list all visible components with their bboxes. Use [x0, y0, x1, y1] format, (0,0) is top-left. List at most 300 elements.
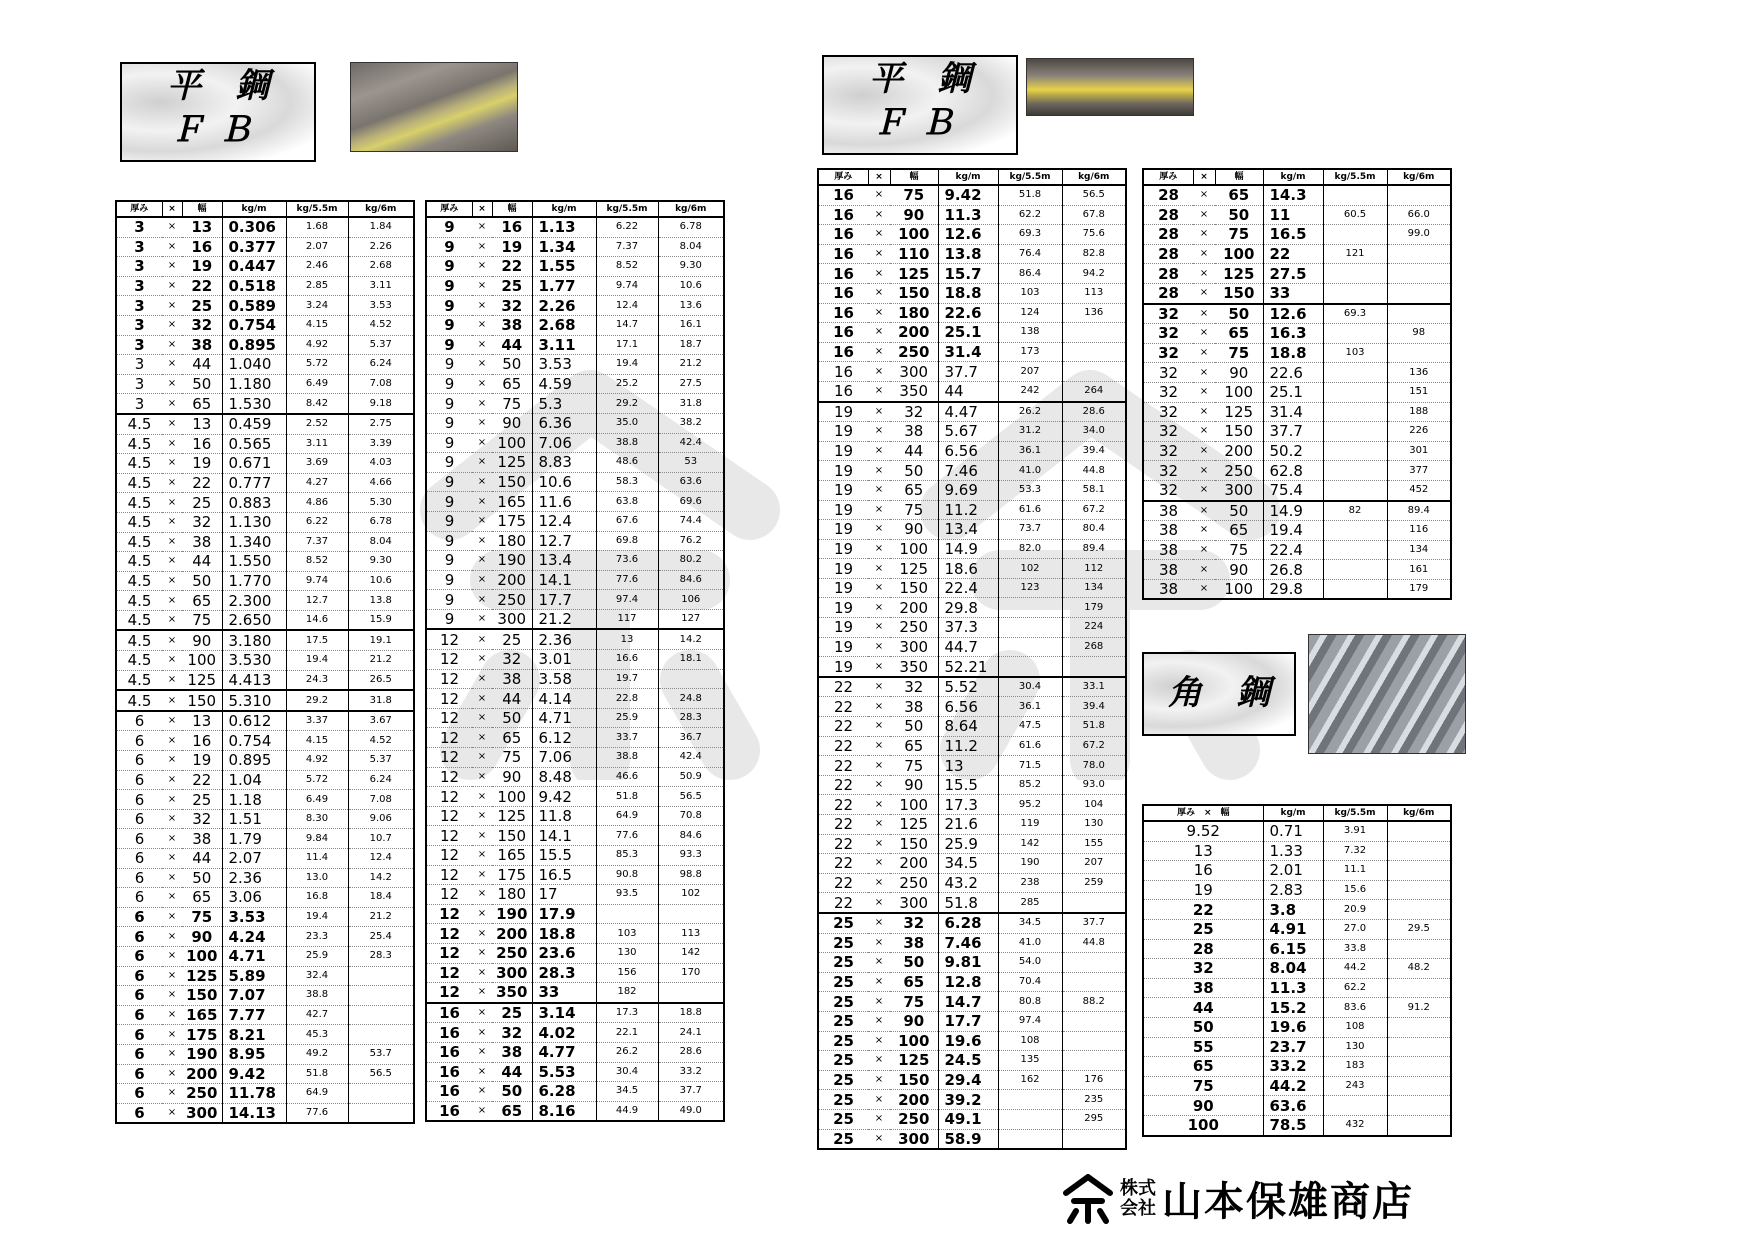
cell-kg-m: 1.34 [532, 237, 596, 257]
cell-times: × [162, 1103, 182, 1123]
table-row [116, 927, 414, 947]
cell-kg-m: 25.1 [1263, 382, 1323, 402]
table-row [426, 335, 724, 355]
cell-kg-5-5m [1323, 363, 1387, 383]
cell-kg-5-5m: 4.92 [286, 335, 348, 355]
cell-times: × [472, 983, 492, 1003]
cell-times: × [162, 1064, 182, 1084]
cell-thickness: 16 [818, 342, 868, 362]
cell-kg-m: 1.180 [222, 374, 286, 394]
table-row [1143, 978, 1451, 998]
cell-thickness: 9 [426, 609, 472, 629]
cell-kg-5-5m: 80.8 [998, 992, 1062, 1012]
cell-times: × [868, 185, 890, 205]
table-flat-bar-4 [1142, 168, 1452, 600]
cell-thickness: 16 [818, 205, 868, 225]
cell-kg-6m: 6.78 [348, 512, 414, 532]
cell-kg-6m: 56.5 [348, 1064, 414, 1084]
cell-thickness: 9 [426, 217, 472, 237]
cell-kg-5-5m: 97.4 [596, 590, 658, 610]
cell-times: × [472, 924, 492, 944]
cell-kg-5-5m: 27.0 [1323, 919, 1387, 939]
table-row [426, 826, 724, 846]
cell-size: 25 [1143, 919, 1263, 939]
cell-kg-5-5m: 13 [596, 629, 658, 649]
cell-kg-5-5m: 25.9 [596, 708, 658, 728]
cell-kg-m: 15.2 [1263, 998, 1323, 1018]
cell-kg-5-5m [998, 657, 1062, 677]
cell-times: × [472, 1101, 492, 1121]
cell-kg-6m: 5.37 [348, 335, 414, 355]
cell-kg-6m: 21.2 [658, 355, 724, 375]
table-row [1143, 1017, 1451, 1037]
cell-kg-m: 44.7 [938, 637, 998, 657]
table-row [818, 303, 1126, 323]
cell-thickness: 6 [116, 809, 162, 829]
header-x: × [1203, 807, 1212, 818]
cell-width: 150 [890, 578, 938, 598]
table-row [116, 966, 414, 986]
cell-width: 65 [890, 736, 938, 756]
cell-kg-6m [348, 1005, 414, 1025]
cell-kg-5-5m: 130 [596, 943, 658, 963]
cell-thickness: 6 [116, 946, 162, 966]
cell-size: 65 [1143, 1057, 1263, 1077]
cell-thickness: 9 [426, 433, 472, 453]
cell-times: × [868, 480, 890, 500]
cell-kg-6m: 28.6 [658, 1042, 724, 1062]
cell-kg-6m: 67.2 [1062, 500, 1126, 520]
cell-kg-6m: 295 [1062, 1109, 1126, 1129]
cell-kg-5-5m: 13.0 [286, 868, 348, 888]
cell-thickness: 22 [818, 736, 868, 756]
cell-kg-5-5m: 70.4 [998, 972, 1062, 992]
table-row [426, 531, 724, 551]
cell-width: 19 [492, 237, 532, 257]
cell-times: × [472, 629, 492, 649]
cell-kg-6m: 161 [1387, 560, 1451, 580]
cell-thickness: 4.5 [116, 512, 162, 532]
cell-kg-m: 16.3 [1263, 324, 1323, 344]
table-row [818, 578, 1126, 598]
table-row [426, 315, 724, 335]
table-row [426, 983, 724, 1003]
cell-times: × [1193, 244, 1215, 264]
cell-kg-6m [1387, 343, 1451, 363]
cell-width: 125 [182, 966, 222, 986]
cell-kg-6m: 4.52 [348, 315, 414, 335]
cell-kg-5-5m: 16.6 [596, 650, 658, 670]
cell-times: × [472, 315, 492, 335]
cell-kg-6m: 8.04 [348, 532, 414, 552]
table-row [1143, 1037, 1451, 1057]
cell-width: 65 [1215, 185, 1263, 205]
cell-times: × [868, 873, 890, 893]
cell-kg-5-5m: 9.84 [286, 829, 348, 849]
cell-times: × [868, 697, 890, 717]
cell-thickness: 25 [818, 1011, 868, 1031]
cell-kg-m: 34.5 [938, 854, 998, 874]
cell-width: 190 [492, 904, 532, 924]
cell-width: 100 [1215, 579, 1263, 599]
cell-kg-m: 3.11 [532, 335, 596, 355]
cell-width: 75 [492, 748, 532, 768]
cell-size: 44 [1143, 998, 1263, 1018]
cell-kg-m: 16.5 [1263, 225, 1323, 245]
cell-kg-m: 3.180 [222, 630, 286, 650]
cell-kg-5-5m: 77.6 [286, 1103, 348, 1123]
cell-times: × [162, 217, 182, 237]
cell-kg-6m [1387, 1057, 1451, 1077]
cell-times: × [1193, 324, 1215, 344]
cell-kg-5-5m: 138 [998, 323, 1062, 343]
cell-thickness: 22 [818, 834, 868, 854]
table-row [1143, 501, 1451, 521]
cell-width: 300 [182, 1103, 222, 1123]
table-row [426, 1101, 724, 1121]
cell-times: × [1193, 441, 1215, 461]
cell-width: 200 [492, 924, 532, 944]
cell-kg-m: 17.7 [532, 590, 596, 610]
cell-width: 32 [890, 913, 938, 933]
table-row [116, 711, 414, 731]
cell-width: 300 [1215, 480, 1263, 500]
cell-thickness: 38 [1143, 579, 1193, 599]
cell-width: 125 [182, 670, 222, 690]
cell-thickness: 6 [116, 1103, 162, 1123]
cell-times: × [472, 865, 492, 885]
cell-width: 32 [492, 650, 532, 670]
cell-kg-m: 2.01 [1263, 861, 1323, 881]
cell-kg-m: 12.6 [1263, 304, 1323, 324]
header-x: × [162, 201, 182, 217]
cell-times: × [868, 559, 890, 579]
cell-times: × [472, 1082, 492, 1102]
cell-kg-5-5m: 11.4 [286, 849, 348, 869]
cell-thickness: 4.5 [116, 552, 162, 572]
table-row [426, 669, 724, 689]
cell-kg-5-5m: 30.4 [596, 1062, 658, 1082]
table-row [818, 1011, 1126, 1031]
cell-thickness: 3 [116, 374, 162, 394]
cell-width: 38 [492, 315, 532, 335]
cell-thickness: 3 [116, 217, 162, 237]
cell-width: 65 [890, 480, 938, 500]
cell-times: × [868, 657, 890, 677]
cell-width: 75 [1215, 225, 1263, 245]
cell-thickness: 4.5 [116, 651, 162, 671]
cell-thickness: 3 [116, 237, 162, 257]
cell-times: × [868, 893, 890, 913]
cell-kg-5-5m: 6.49 [286, 374, 348, 394]
cell-width: 150 [1215, 283, 1263, 303]
cell-kg-6m: 179 [1062, 598, 1126, 618]
cell-thickness: 6 [116, 731, 162, 751]
cell-kg-5-5m: 4.15 [286, 731, 348, 751]
table-row [818, 1070, 1126, 1090]
cell-kg-m: 31.4 [1263, 402, 1323, 422]
cell-kg-m: 17.7 [938, 1011, 998, 1031]
cell-kg-m: 6.36 [532, 413, 596, 433]
cell-width: 250 [890, 873, 938, 893]
cell-width: 25 [492, 1003, 532, 1023]
header-x: × [868, 169, 890, 185]
cell-thickness: 16 [818, 283, 868, 303]
cell-thickness: 4.5 [116, 630, 162, 650]
cell-times: × [162, 907, 182, 927]
cell-thickness: 25 [818, 1031, 868, 1051]
cell-kg-6m: 44.8 [1062, 933, 1126, 953]
cell-kg-5-5m: 121 [1323, 244, 1387, 264]
table-row [426, 806, 724, 826]
cell-kg-m: 1.33 [1263, 841, 1323, 861]
cell-width: 300 [890, 637, 938, 657]
cell-times: × [472, 217, 492, 237]
cell-thickness: 19 [818, 637, 868, 657]
cell-width: 65 [182, 394, 222, 414]
cell-thickness: 3 [116, 394, 162, 414]
cell-kg-6m: 12.4 [348, 849, 414, 869]
table-row [1143, 422, 1451, 442]
cell-kg-5-5m: 73.7 [998, 520, 1062, 540]
table-row [116, 257, 414, 277]
cell-thickness: 3 [116, 276, 162, 296]
cell-kg-6m [1387, 185, 1451, 205]
cell-kg-m: 39.2 [938, 1090, 998, 1110]
cell-kg-5-5m: 12.4 [596, 296, 658, 316]
cell-kg-m: 13.4 [532, 551, 596, 571]
cell-kg-m: 13.8 [938, 244, 998, 264]
cell-width: 100 [890, 1031, 938, 1051]
cell-thickness: 6 [116, 927, 162, 947]
cell-times: × [868, 225, 890, 245]
cell-kg-m: 2.68 [532, 315, 596, 335]
cell-kg-6m: 14.2 [348, 868, 414, 888]
cell-kg-6m: 63.6 [658, 472, 724, 492]
cell-kg-m: 3.06 [222, 888, 286, 908]
cell-kg-5-5m: 44.2 [1323, 959, 1387, 979]
cell-kg-5-5m [1323, 461, 1387, 481]
cell-width: 100 [182, 651, 222, 671]
cell-times: × [868, 422, 890, 442]
cell-thickness: 9 [426, 374, 472, 394]
cell-thickness: 12 [426, 983, 472, 1003]
table-row [116, 571, 414, 591]
cell-kg-5-5m: 9.74 [596, 276, 658, 296]
cell-kg-5-5m: 7.37 [286, 532, 348, 552]
cell-thickness: 4.5 [116, 591, 162, 611]
cell-width: 50 [890, 953, 938, 973]
cell-kg-5-5m: 85.2 [998, 775, 1062, 795]
cell-kg-5-5m: 29.2 [286, 690, 348, 711]
table-row [426, 904, 724, 924]
cell-kg-5-5m: 3.37 [286, 711, 348, 731]
cell-width: 90 [492, 413, 532, 433]
cell-kg-m: 0.754 [222, 731, 286, 751]
cell-times: × [868, 756, 890, 776]
header-kg-m: kg/m [1263, 169, 1323, 185]
cell-kg-5-5m: 47.5 [998, 717, 1062, 737]
cell-kg-m: 0.518 [222, 276, 286, 296]
cell-thickness: 22 [818, 717, 868, 737]
company-mark-icon [1062, 1173, 1114, 1225]
cell-kg-6m [348, 986, 414, 1006]
cell-kg-6m: 226 [1387, 422, 1451, 442]
cell-kg-m: 52.21 [938, 657, 998, 677]
cell-thickness: 25 [818, 913, 868, 933]
title-kaku: 角 鋼 [1168, 673, 1270, 713]
table-row [818, 264, 1126, 284]
cell-width: 150 [492, 472, 532, 492]
cell-kg-6m: 18.1 [658, 650, 724, 670]
table-row [818, 402, 1126, 422]
title-line2: ＦＢ [872, 103, 968, 143]
cell-width: 100 [492, 433, 532, 453]
cell-thickness: 16 [426, 1042, 472, 1062]
cell-times: × [868, 854, 890, 874]
cell-width: 44 [492, 335, 532, 355]
table-row [116, 888, 414, 908]
table-row [1143, 1076, 1451, 1096]
cell-times: × [162, 591, 182, 611]
cell-width: 150 [890, 1070, 938, 1090]
cell-thickness: 32 [1143, 363, 1193, 383]
cell-kg-5-5m: 285 [998, 893, 1062, 913]
table-row [116, 552, 414, 572]
cell-thickness: 22 [818, 697, 868, 717]
cell-thickness: 32 [1143, 480, 1193, 500]
cell-width: 22 [182, 473, 222, 493]
cell-kg-5-5m: 93.5 [596, 885, 658, 905]
cell-kg-m: 4.47 [938, 402, 998, 422]
header-thickness: 厚み [426, 201, 472, 217]
cell-kg-5-5m: 124 [998, 303, 1062, 323]
cell-kg-5-5m [1323, 382, 1387, 402]
cell-kg-5-5m: 20.9 [1323, 900, 1387, 920]
cell-kg-5-5m [998, 598, 1062, 618]
cell-kg-6m: 84.6 [658, 570, 724, 590]
cell-kg-5-5m: 64.9 [286, 1084, 348, 1104]
cell-kg-5-5m: 51.8 [596, 787, 658, 807]
cell-width: 13 [182, 217, 222, 237]
cell-width: 175 [182, 1025, 222, 1045]
cell-times: × [472, 570, 492, 590]
table-row [1143, 382, 1451, 402]
cell-kg-5-5m: 95.2 [998, 795, 1062, 815]
cell-kg-m: 27.5 [1263, 264, 1323, 284]
cell-kg-6m: 2.75 [348, 414, 414, 434]
table-row [1143, 244, 1451, 264]
cell-kg-5-5m [1323, 560, 1387, 580]
cell-kg-m: 4.59 [532, 374, 596, 394]
cell-kg-6m: 170 [658, 963, 724, 983]
cell-thickness: 12 [426, 787, 472, 807]
cell-kg-6m: 34.0 [1062, 422, 1126, 442]
cell-kg-6m: 179 [1387, 579, 1451, 599]
cell-kg-5-5m: 60.5 [1323, 205, 1387, 225]
cell-thickness: 12 [426, 629, 472, 649]
cell-times: × [162, 1005, 182, 1025]
cell-kg-6m: 2.26 [348, 237, 414, 257]
table-row [1143, 225, 1451, 245]
cell-kg-m: 6.15 [1263, 939, 1323, 959]
cell-kg-6m [1062, 362, 1126, 382]
cell-kg-5-5m: 76.4 [998, 244, 1062, 264]
table-row [426, 276, 724, 296]
table-row [426, 748, 724, 768]
cell-kg-5-5m: 53.3 [998, 480, 1062, 500]
header-x: × [1193, 169, 1215, 185]
cell-kg-5-5m [1323, 422, 1387, 442]
cell-kg-6m [658, 904, 724, 924]
cell-kg-m: 2.650 [222, 610, 286, 630]
cell-kg-5-5m: 130 [1323, 1037, 1387, 1057]
cell-thickness: 19 [818, 520, 868, 540]
table-row [426, 1003, 724, 1023]
cell-times: × [868, 283, 890, 303]
cell-kg-6m: 2.68 [348, 257, 414, 277]
table-header [426, 201, 724, 217]
cell-width: 75 [890, 756, 938, 776]
cell-width: 100 [890, 225, 938, 245]
cell-thickness: 9 [426, 355, 472, 375]
cell-width: 25 [492, 629, 532, 649]
table-row [818, 756, 1126, 776]
cell-kg-m: 0.895 [222, 335, 286, 355]
cell-times: × [868, 953, 890, 973]
cell-width: 90 [890, 205, 938, 225]
cell-kg-6m: 48.2 [1387, 959, 1451, 979]
cell-kg-m: 6.28 [532, 1082, 596, 1102]
cell-kg-m: 0.71 [1263, 821, 1323, 841]
cell-thickness: 9 [426, 296, 472, 316]
cell-thickness: 4.5 [116, 454, 162, 474]
cell-times: × [162, 946, 182, 966]
cell-kg-m: 0.447 [222, 257, 286, 277]
cell-kg-6m: 21.2 [348, 651, 414, 671]
cell-kg-m: 19.6 [938, 1031, 998, 1051]
table-row [818, 873, 1126, 893]
cell-thickness: 6 [116, 868, 162, 888]
cell-kg-6m: 142 [658, 943, 724, 963]
cell-kg-6m: 301 [1387, 441, 1451, 461]
cell-times: × [1193, 343, 1215, 363]
table-row [116, 1064, 414, 1084]
cell-width: 200 [182, 1064, 222, 1084]
table-row [1143, 1115, 1451, 1135]
cell-kg-5-5m: 63.8 [596, 492, 658, 512]
header-kg-5-5m: kg/5.5m [1323, 805, 1387, 821]
cell-times: × [162, 868, 182, 888]
cell-kg-6m: 26.5 [348, 670, 414, 690]
cell-kg-5-5m: 83.6 [1323, 998, 1387, 1018]
cell-kg-m: 1.550 [222, 552, 286, 572]
cell-kg-6m [348, 1025, 414, 1045]
cell-kg-m: 44 [938, 381, 998, 401]
cell-kg-6m: 29.5 [1387, 919, 1451, 939]
cell-kg-5-5m: 29.2 [596, 394, 658, 414]
cell-thickness: 25 [818, 1109, 868, 1129]
table-row [1143, 205, 1451, 225]
table-row [116, 374, 414, 394]
header-kg-m: kg/m [938, 169, 998, 185]
cell-kg-m: 1.55 [532, 257, 596, 277]
cell-kg-5-5m: 108 [998, 1031, 1062, 1051]
cell-kg-m: 78.5 [1263, 1115, 1323, 1135]
cell-kg-6m: 5.37 [348, 751, 414, 771]
photo-flat-bar-right [1026, 58, 1194, 116]
cell-kg-m: 4.71 [222, 946, 286, 966]
